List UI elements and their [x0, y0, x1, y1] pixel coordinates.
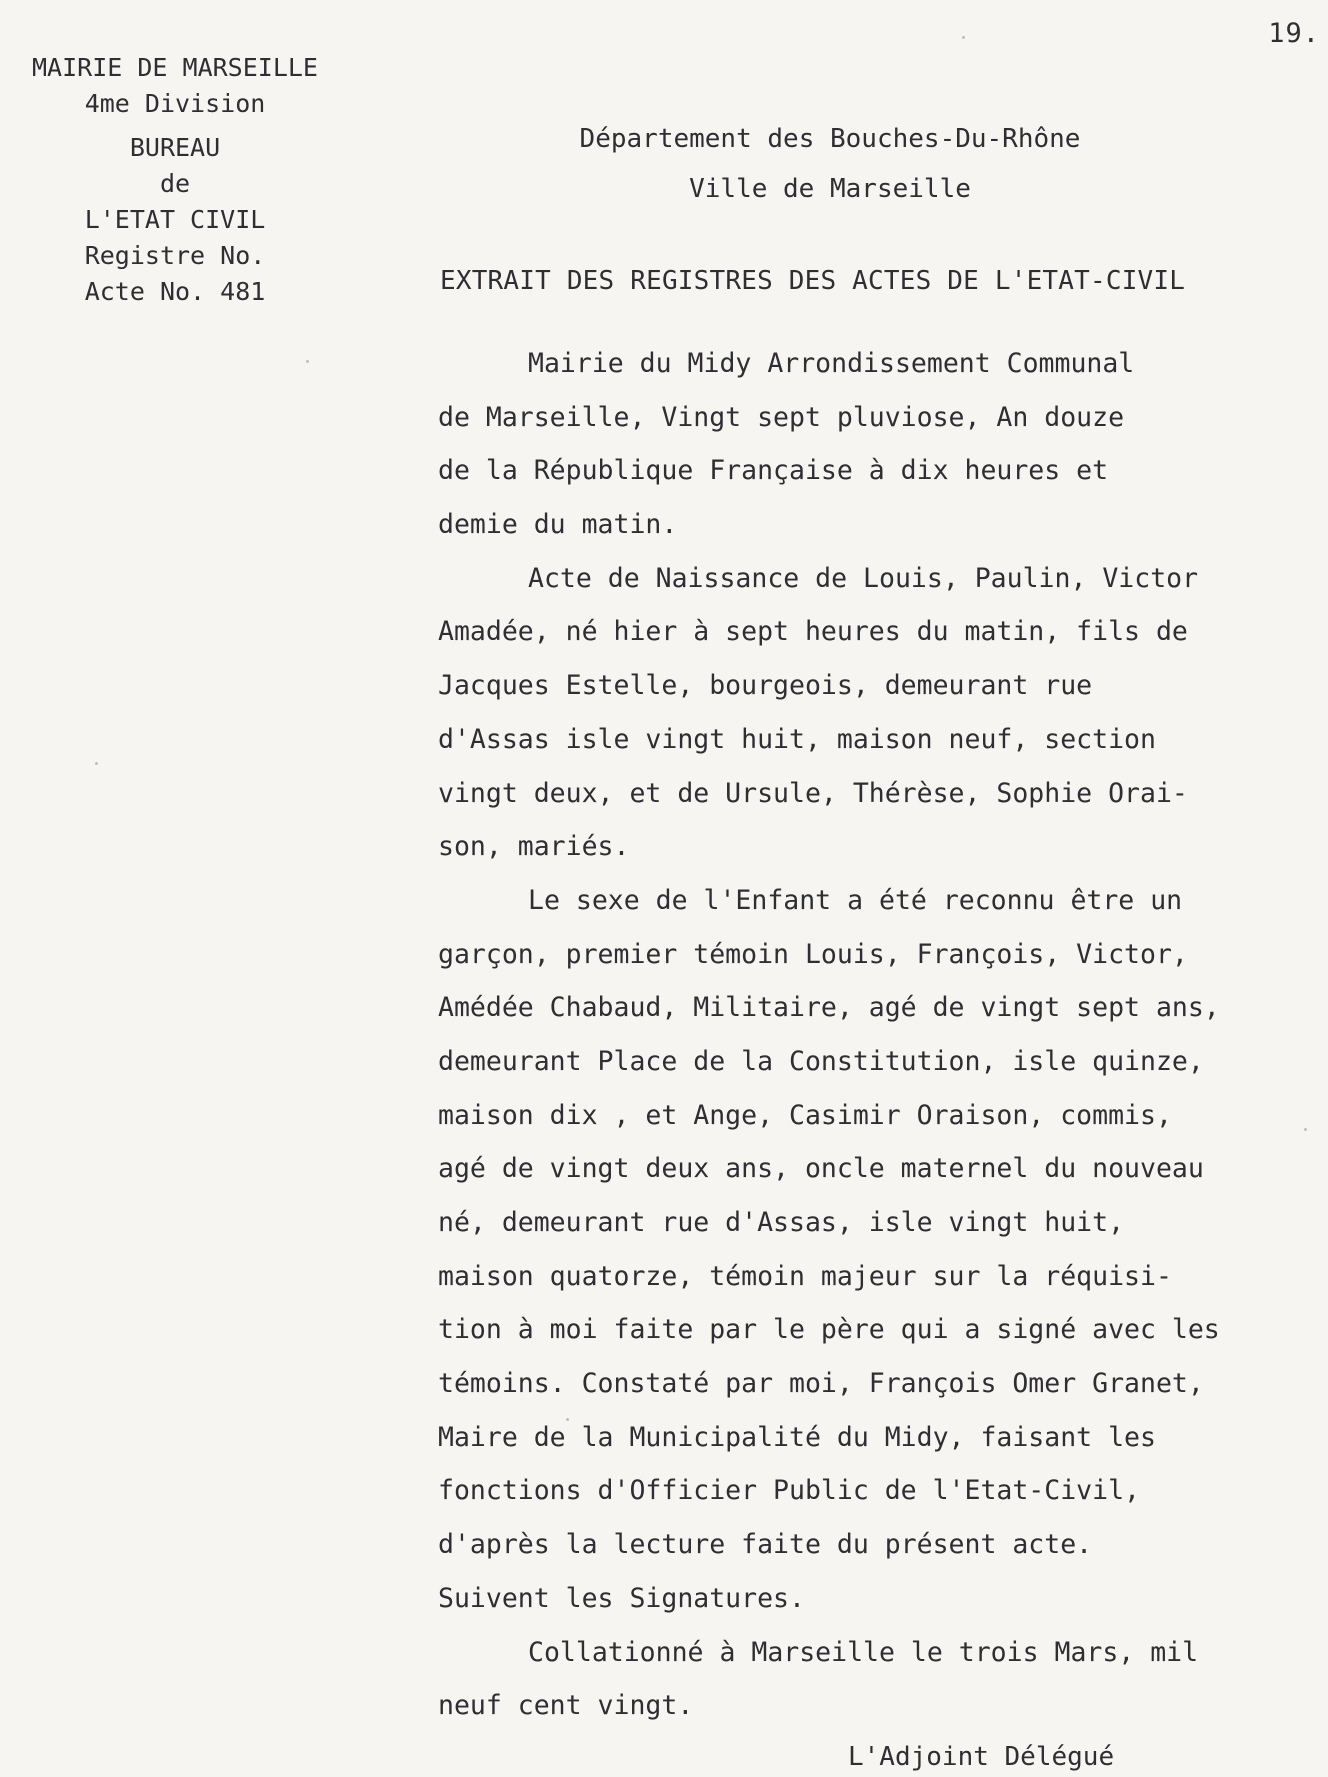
body-line: maison dix , et Ange, Casimir Oraison, commis, [438, 1099, 1172, 1131]
body-line: neuf cent vingt. [438, 1690, 694, 1722]
registre-line: Registre No. [84, 241, 266, 270]
body-line: maison quatorze, témoin majeur sur la réquisi- [438, 1260, 1172, 1292]
bureau-line: BUREAU [129, 133, 221, 162]
extract-title: EXTRAIT DES REGISTRES DES ACTES DE L'ETAT-CIVIL [440, 266, 1186, 296]
body-line: Maire de la Municipalité du Midy, faisant les [438, 1421, 1156, 1453]
body-line: fonctions d'Officier Public de l'Etat-Civil, [438, 1475, 1140, 1507]
registry-sidebar [0, 50, 350, 310]
paper-speck [95, 762, 98, 765]
de-line: de [159, 169, 191, 198]
paper-speck [962, 36, 965, 39]
page-number: 19. [1268, 18, 1320, 49]
signature-line: L'Adjoint Délégué [848, 1742, 1115, 1772]
body-line: d'Assas isle vingt huit, maison neuf, section [438, 723, 1156, 755]
body-line: Acte de Naissance de Louis, Paulin, Victor [528, 562, 1199, 594]
mairie-line: MAIRIE DE MARSEILLE [32, 53, 318, 82]
city-title: Ville de Marseille [689, 174, 971, 204]
body-line: demeurant Place de la Constitution, isle quinze, [438, 1045, 1204, 1077]
body-line: vingt deux, et de Ursule, Thérèse, Sophie Orai- [438, 777, 1188, 809]
body-line: tion à moi faite par le père qui a signé avec les [438, 1314, 1220, 1346]
acte-number-line: Acte No. 481 [84, 277, 266, 306]
body-line: garçon, premier témoin Louis, François, Victor, [438, 938, 1188, 970]
body-line: Mairie du Midy Arrondissement Communal [528, 348, 1135, 379]
body-line: Amédée Chabaud, Militaire, agé de vingt sept ans, [438, 992, 1220, 1024]
body-line: demie du matin. [438, 509, 678, 541]
paper-speck [306, 360, 309, 363]
body-line: agé de vingt deux ans, oncle maternel du nouveau [438, 1153, 1204, 1185]
act-body [438, 337, 1308, 1733]
document-header [360, 122, 1300, 206]
division-line: 4me Division [84, 89, 266, 118]
department-title: Département des Bouches-Du-Rhône [579, 124, 1081, 154]
body-line: de Marseille, Vingt sept pluviose, An douze [438, 401, 1125, 433]
body-line: né, demeurant rue d'Assas, isle vingt huit, [438, 1207, 1125, 1238]
body-line: Le sexe de l'Enfant a été reconnu être un [528, 884, 1183, 916]
body-line: d'après la lecture faite du présent acte. [438, 1529, 1093, 1561]
body-line: Suivent les Signatures. [438, 1582, 805, 1614]
body-line: de la République Française à dix heures et [438, 455, 1109, 487]
body-line: son, mariés. [438, 831, 630, 863]
paper-speck [1304, 1128, 1307, 1131]
body-line: Collationné à Marseille le trois Mars, mil [528, 1636, 1199, 1668]
body-line: Amadée, né hier à sept heures du matin, fils de [438, 616, 1188, 648]
etat-civil-line: L'ETAT CIVIL [84, 205, 266, 234]
paper-speck [566, 1418, 569, 1421]
body-line: Jacques Estelle, bourgeois, demeurant rue [438, 670, 1093, 702]
body-line: témoins. Constaté par moi, François Omer Granet, [438, 1368, 1204, 1400]
